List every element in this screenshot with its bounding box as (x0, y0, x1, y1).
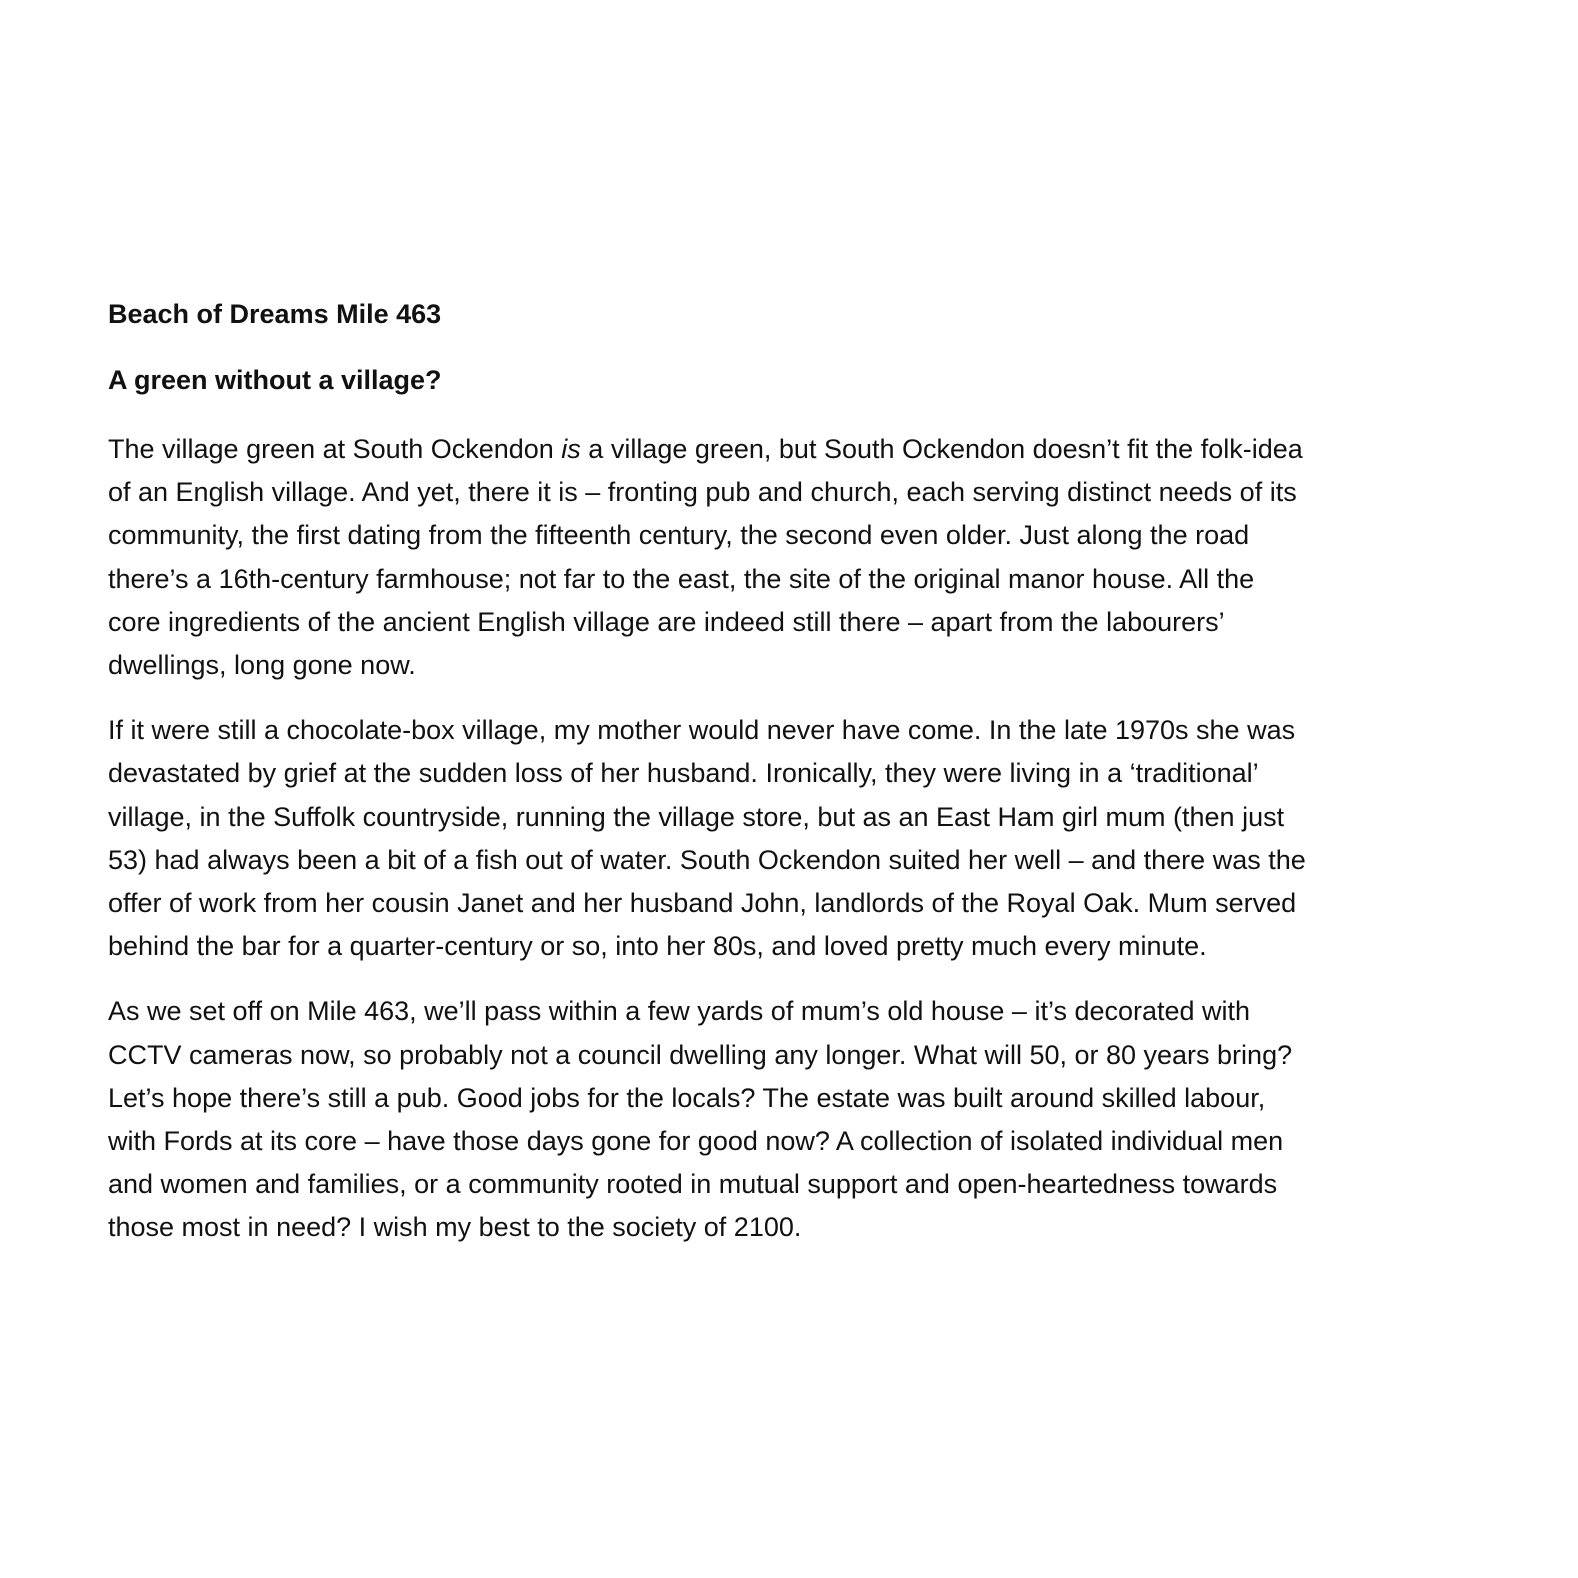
paragraph-line: core ingredients of the ancient English village are indeed still there – apart from the labourers’ (108, 606, 1225, 637)
document-subtitle: A green without a village? (108, 365, 442, 395)
document-page (108, 296, 1448, 1272)
paragraph-line: of an English village. And yet, there it is – fronting pub and church, each serving distinct needs of its (108, 477, 1297, 508)
paragraph-line: CCTV cameras now, so probably not a council dwelling any longer. What will 50, or 80 years bring? (108, 1039, 1293, 1070)
paragraph-2 (108, 709, 1448, 968)
paragraph-line: 53) had always been a bit of a fish out of water. South Ockendon suited her well – and there was the (108, 844, 1306, 875)
emphasis-text: is (561, 434, 581, 464)
paragraph-line (108, 428, 1448, 471)
paragraph-line: behind the bar for a quarter-century or so, into her 80s, and loved pretty much every minute. (108, 931, 1207, 962)
paragraph-line: Let’s hope there’s still a pub. Good jobs for the locals? The estate was built around skilled labour, (108, 1082, 1266, 1113)
paragraph-line: community, the first dating from the fifteenth century, the second even older. Just along the road (108, 520, 1250, 551)
paragraph-line: with Fords at its core – have those days gone for good now? A collection of isolated individual men (108, 1126, 1284, 1157)
paragraph-3 (108, 990, 1448, 1249)
document-title: Beach of Dreams Mile 463 (108, 299, 442, 329)
text-run: The village green at South Ockendon (108, 434, 562, 464)
paragraph-line: those most in need? I wish my best to the society of 2100. (108, 1212, 802, 1243)
paragraph-line: there’s a 16th-century farmhouse; not far to the east, the site of the original manor house. All the (108, 563, 1255, 594)
paragraph-1 (108, 428, 1448, 687)
paragraph-line: dwellings, long gone now. (108, 650, 416, 681)
paragraph-line: As we set off on Mile 463, we’ll pass within a few yards of mum’s old house – it’s decorated with (108, 996, 1251, 1027)
paragraph-line: village, in the Suffolk countryside, running the village store, but as an East Ham girl mum (then just (108, 801, 1285, 832)
paragraph-line: offer of work from her cousin Janet and her husband John, landlords of the Royal Oak. Mum served (108, 888, 1297, 919)
paragraph-line: devastated by grief at the sudden loss of her husband. Ironically, they were living in a ‘traditional’ (108, 758, 1259, 789)
paragraph-line: If it were still a chocolate-box village, my mother would never have come. In the late 1970s she was (108, 715, 1296, 746)
paragraph-line: and women and families, or a community rooted in mutual support and open-heartedness towards (108, 1169, 1278, 1200)
text-run: a village green, but South Ockendon doesn’t fit the folk-idea (580, 434, 1303, 464)
